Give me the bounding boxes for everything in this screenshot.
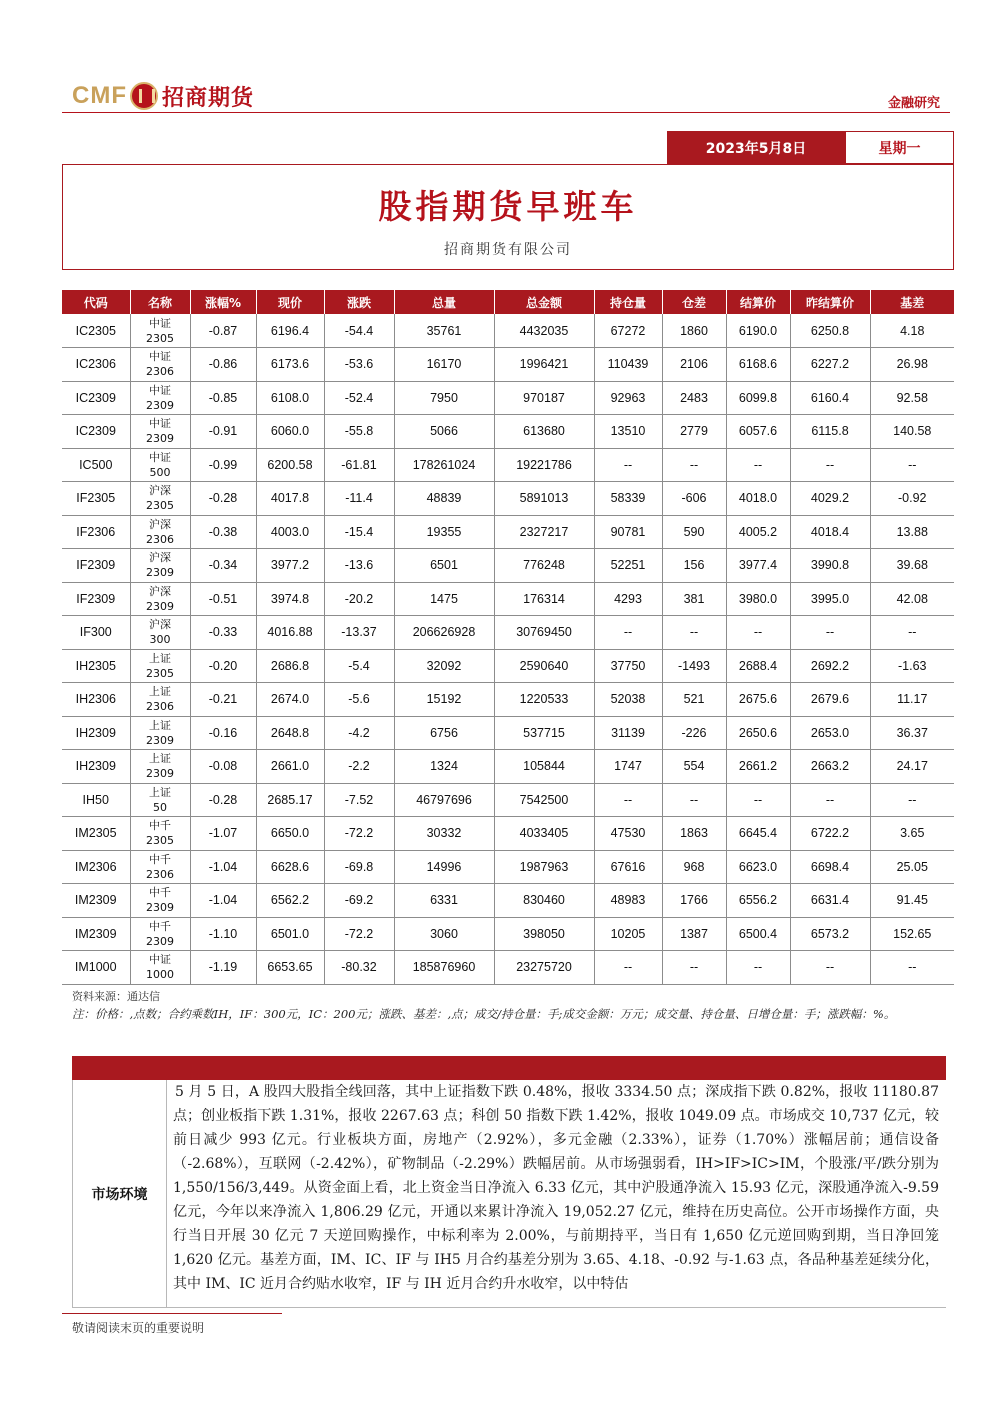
table-cell: 3990.8 — [790, 549, 870, 583]
table-cell: 13510 — [594, 415, 662, 449]
table-cell: 32092 — [394, 649, 494, 683]
table-cell: -5.4 — [324, 649, 394, 683]
table-cell: 42.08 — [870, 582, 954, 616]
report-date: 2023年5月8日 — [667, 131, 845, 164]
table-cell: 4033405 — [494, 817, 594, 851]
contract-code: IH50 — [62, 783, 130, 817]
table-cell: 91.45 — [870, 884, 954, 918]
table-cell: -0.91 — [190, 415, 256, 449]
contract-name: 中证 500 — [130, 448, 190, 482]
report-weekday: 星期一 — [845, 131, 954, 164]
contract-name: 中千 2309 — [130, 884, 190, 918]
table-cell: 105844 — [494, 750, 594, 784]
table-cell: 4018.0 — [726, 482, 790, 516]
table-row — [62, 951, 954, 985]
table-cell: 1860 — [662, 314, 726, 348]
contract-name: 沪深 2309 — [130, 582, 190, 616]
table-cell: 6645.4 — [726, 817, 790, 851]
table-cell: 6160.4 — [790, 381, 870, 415]
table-cell: 2674.0 — [256, 683, 324, 717]
table-cell: 1996421 — [494, 348, 594, 382]
table-cell: 2653.0 — [790, 716, 870, 750]
table-header-row — [62, 290, 954, 314]
table-cell: 381 — [662, 582, 726, 616]
table-cell: 4293 — [594, 582, 662, 616]
table-cell: 2650.6 — [726, 716, 790, 750]
market-commentary: 5 月 5 日，A 股四大股指全线回落，其中上证指数下跌 0.48%，报收 3334.50 点；深成指下跌 0.82%，报收 11180.87 点；创业板指下跌 1.31%，报收 2267.63 点；科创 50 指数下跌 1.42%，报收 1049.09 点。市场成交 10,737 亿元，较前日减少 993 亿元。行业板块方面，房地产（2.92%），多元金融（2.33%），证券（1.70%）涨幅居前；通信设备（-2.68%），互联网（-2.42%），矿物制品（-2.29%）跌幅居前。从市场强弱看，IH>IF>IC>IM，个股涨/平/跌分别为 1,550/156/3,449。从资金面上看，北上资金当日净流入 6.33 亿元，其中沪股通净流入 15.93 亿元，深股通净流入-9.59 亿元，今年以来净流入 1,806.29 亿元，开通以来累计净流入 19,052.27 亿元，维持在历史高位。公开市场操作方面，央行当日开展 30 亿元 7 天逆回购操作，中标利率为 2.00%，与前期持平，当日有 1,650 亿元逆回购到期，当日净回笼 1,620 亿元。基差方面，IM、IC、IF 与 IH5 月合约基差分别为 3.65、4.18、-0.92 与-1.63 点，各品种基差延续分化，其中 IM、IC 近月合约贴水收窄，IF 与 IH 近月合约升水收窄，以中特估 — [173, 1084, 939, 1292]
table-cell: -- — [870, 448, 954, 482]
table-cell: -20.2 — [324, 582, 394, 616]
table-row — [62, 582, 954, 616]
contract-code: IF2306 — [62, 515, 130, 549]
contract-code: IF300 — [62, 616, 130, 650]
table-row — [62, 348, 954, 382]
table-cell: -0.08 — [190, 750, 256, 784]
table-cell: -13.37 — [324, 616, 394, 650]
table-cell: 35761 — [394, 314, 494, 348]
column-header: 基差 — [870, 290, 954, 314]
contract-name: 沪深 2306 — [130, 515, 190, 549]
table-cell: -15.4 — [324, 515, 394, 549]
table-cell: -- — [594, 783, 662, 817]
table-cell: -- — [790, 783, 870, 817]
column-header: 涨幅% — [190, 290, 256, 314]
table-cell: -- — [726, 951, 790, 985]
contract-name: 上证 2309 — [130, 750, 190, 784]
table-cell: -69.2 — [324, 884, 394, 918]
table-cell: 2688.4 — [726, 649, 790, 683]
table-cell: -- — [870, 951, 954, 985]
table-cell: -1.04 — [190, 884, 256, 918]
table-cell: 48983 — [594, 884, 662, 918]
table-cell: 4005.2 — [726, 515, 790, 549]
table-cell: 4029.2 — [790, 482, 870, 516]
table-cell: -0.28 — [190, 482, 256, 516]
table-cell: 10205 — [594, 917, 662, 951]
contract-name: 中证 1000 — [130, 951, 190, 985]
table-cell: 590 — [662, 515, 726, 549]
table-row — [62, 482, 954, 516]
table-cell: 4016.88 — [256, 616, 324, 650]
table-cell: -52.4 — [324, 381, 394, 415]
contract-name: 中证 2309 — [130, 381, 190, 415]
table-cell: 6631.4 — [790, 884, 870, 918]
contract-name: 中千 2306 — [130, 850, 190, 884]
table-cell: 46797696 — [394, 783, 494, 817]
table-cell: -4.2 — [324, 716, 394, 750]
table-cell: -2.2 — [324, 750, 394, 784]
table-cell: 6227.2 — [790, 348, 870, 382]
table-cell: 6501.0 — [256, 917, 324, 951]
table-cell: 3980.0 — [726, 582, 790, 616]
table-cell: 6556.2 — [726, 884, 790, 918]
table-cell: 92.58 — [870, 381, 954, 415]
table-cell: 176314 — [494, 582, 594, 616]
table-cell: 2692.2 — [790, 649, 870, 683]
table-cell: -- — [594, 448, 662, 482]
column-header: 名称 — [130, 290, 190, 314]
contract-name: 中证 2305 — [130, 314, 190, 348]
table-cell: -80.32 — [324, 951, 394, 985]
table-row — [62, 683, 954, 717]
contract-code: IM2305 — [62, 817, 130, 851]
table-cell: -53.6 — [324, 348, 394, 382]
table-cell: 2685.17 — [256, 783, 324, 817]
report-title: 股指期货早班车 — [378, 187, 638, 226]
table-cell: 7542500 — [494, 783, 594, 817]
table-cell: 2327217 — [494, 515, 594, 549]
table-cell: -- — [662, 783, 726, 817]
table-cell: 968 — [662, 850, 726, 884]
table-row — [62, 884, 954, 918]
table-cell: 6200.58 — [256, 448, 324, 482]
section-bar — [72, 1056, 946, 1080]
table-cell: 24.17 — [870, 750, 954, 784]
table-cell: 830460 — [494, 884, 594, 918]
table-row — [62, 415, 954, 449]
table-cell: 970187 — [494, 381, 594, 415]
table-cell: -- — [790, 616, 870, 650]
table-cell: 4018.4 — [790, 515, 870, 549]
table-row — [62, 381, 954, 415]
table-cell: 6562.2 — [256, 884, 324, 918]
table-cell: 1747 — [594, 750, 662, 784]
table-cell: 6060.0 — [256, 415, 324, 449]
table-cell: 178261024 — [394, 448, 494, 482]
contract-code: IM2309 — [62, 884, 130, 918]
table-cell: 1387 — [662, 917, 726, 951]
table-cell: -1.04 — [190, 850, 256, 884]
contract-name: 中千 2309 — [130, 917, 190, 951]
table-cell: 31139 — [594, 716, 662, 750]
table-cell: -0.85 — [190, 381, 256, 415]
contract-name: 上证 2306 — [130, 683, 190, 717]
table-cell: 6628.6 — [256, 850, 324, 884]
table-cell: 5891013 — [494, 482, 594, 516]
table-cell: -13.6 — [324, 549, 394, 583]
table-cell: 776248 — [494, 549, 594, 583]
table-cell: -606 — [662, 482, 726, 516]
table-cell: 48839 — [394, 482, 494, 516]
table-cell: 90781 — [594, 515, 662, 549]
table-cell: 110439 — [594, 348, 662, 382]
table-cell: -226 — [662, 716, 726, 750]
table-cell: 13.88 — [870, 515, 954, 549]
table-cell: -0.20 — [190, 649, 256, 683]
table-cell: 1324 — [394, 750, 494, 784]
table-cell: -1493 — [662, 649, 726, 683]
table-cell: -72.2 — [324, 917, 394, 951]
table-cell: -- — [662, 951, 726, 985]
table-cell: -55.8 — [324, 415, 394, 449]
contract-code: IC2305 — [62, 314, 130, 348]
table-cell: 2779 — [662, 415, 726, 449]
table-cell: -- — [726, 448, 790, 482]
table-cell: 2679.6 — [790, 683, 870, 717]
column-header: 代码 — [62, 290, 130, 314]
table-cell: -0.16 — [190, 716, 256, 750]
table-cell: -- — [594, 616, 662, 650]
table-cell: -1.63 — [870, 649, 954, 683]
table-body — [62, 314, 954, 984]
table-cell: 1766 — [662, 884, 726, 918]
table-cell: 4017.8 — [256, 482, 324, 516]
table-cell: -0.28 — [190, 783, 256, 817]
table-cell: -5.6 — [324, 683, 394, 717]
table-row — [62, 314, 954, 348]
table-cell: 37750 — [594, 649, 662, 683]
contract-code: IC500 — [62, 448, 130, 482]
table-cell: 156 — [662, 549, 726, 583]
market-label: 市场环境 — [73, 1080, 167, 1308]
table-cell: 67616 — [594, 850, 662, 884]
table-cell: -61.81 — [324, 448, 394, 482]
table-cell: 6500.4 — [726, 917, 790, 951]
table-cell: -0.21 — [190, 683, 256, 717]
table-cell: 2686.8 — [256, 649, 324, 683]
table-row — [62, 917, 954, 951]
table-row — [62, 783, 954, 817]
table-cell: 613680 — [494, 415, 594, 449]
table-cell: -- — [790, 448, 870, 482]
table-cell: 23275720 — [494, 951, 594, 985]
title-panel — [62, 164, 954, 270]
table-cell: 16170 — [394, 348, 494, 382]
table-cell: 6168.6 — [726, 348, 790, 382]
table-cell: 521 — [662, 683, 726, 717]
table-cell: 2661.2 — [726, 750, 790, 784]
table-cell: -- — [662, 448, 726, 482]
table-cell: 30769450 — [494, 616, 594, 650]
table-cell: 185876960 — [394, 951, 494, 985]
table-row — [62, 750, 954, 784]
company-logo — [72, 78, 254, 114]
contract-name: 中千 2305 — [130, 817, 190, 851]
table-cell: 5066 — [394, 415, 494, 449]
table-cell: -0.92 — [870, 482, 954, 516]
table-cell: 25.05 — [870, 850, 954, 884]
table-cell: 2675.6 — [726, 683, 790, 717]
contract-code: IF2309 — [62, 582, 130, 616]
contract-name: 上证 50 — [130, 783, 190, 817]
table-cell: 1987963 — [494, 850, 594, 884]
contract-code: IC2306 — [62, 348, 130, 382]
contract-code: IF2309 — [62, 549, 130, 583]
table-cell: 3060 — [394, 917, 494, 951]
table-cell: -- — [790, 951, 870, 985]
table-cell: 206626928 — [394, 616, 494, 650]
table-cell: -- — [870, 783, 954, 817]
futures-quote-table — [62, 290, 954, 985]
table-cell: -- — [870, 616, 954, 650]
table-cell: 2661.0 — [256, 750, 324, 784]
table-cell: -0.51 — [190, 582, 256, 616]
table-cell: 19355 — [394, 515, 494, 549]
table-cell: -11.4 — [324, 482, 394, 516]
table-cell: 3977.4 — [726, 549, 790, 583]
table-cell: -72.2 — [324, 817, 394, 851]
table-cell: 6698.4 — [790, 850, 870, 884]
table-cell: 6115.8 — [790, 415, 870, 449]
table-cell: 47530 — [594, 817, 662, 851]
table-cell: 6650.0 — [256, 817, 324, 851]
table-cell: 2106 — [662, 348, 726, 382]
contract-code: IC2309 — [62, 415, 130, 449]
table-cell: 140.58 — [870, 415, 954, 449]
column-header: 涨跌 — [324, 290, 394, 314]
table-cell: 2590640 — [494, 649, 594, 683]
table-cell: 19221786 — [494, 448, 594, 482]
table-cell: -0.87 — [190, 314, 256, 348]
table-cell: -0.33 — [190, 616, 256, 650]
contract-code: IM1000 — [62, 951, 130, 985]
contract-name: 上证 2309 — [130, 716, 190, 750]
table-cell: -54.4 — [324, 314, 394, 348]
table-cell: 11.17 — [870, 683, 954, 717]
table-cell: 26.98 — [870, 348, 954, 382]
column-header: 总量 — [394, 290, 494, 314]
table-cell: 6250.8 — [790, 314, 870, 348]
contract-code: IH2309 — [62, 716, 130, 750]
table-cell: 6722.2 — [790, 817, 870, 851]
table-cell: 1220533 — [494, 683, 594, 717]
table-cell: 67272 — [594, 314, 662, 348]
contract-name: 沪深 2309 — [130, 549, 190, 583]
contract-name: 沪深 2305 — [130, 482, 190, 516]
table-cell: 6331 — [394, 884, 494, 918]
table-cell: 554 — [662, 750, 726, 784]
table-cell: -- — [662, 616, 726, 650]
section-tag: 金融研究 — [887, 96, 940, 111]
table-cell: -0.99 — [190, 448, 256, 482]
table-cell: 3995.0 — [790, 582, 870, 616]
table-cell: 3974.8 — [256, 582, 324, 616]
table-cell: 14996 — [394, 850, 494, 884]
contract-code: IC2309 — [62, 381, 130, 415]
table-cell: 6190.0 — [726, 314, 790, 348]
table-cell: 2648.8 — [256, 716, 324, 750]
data-source: 资料来源：通达信 — [72, 990, 160, 1003]
table-cell: -0.86 — [190, 348, 256, 382]
table-row — [62, 649, 954, 683]
column-header: 现价 — [256, 290, 324, 314]
table-cell: 1475 — [394, 582, 494, 616]
contract-name: 中证 2309 — [130, 415, 190, 449]
contract-name: 沪深 300 — [130, 616, 190, 650]
table-note: 注：价格：,点数；合约乘数IH，IF：300元，IC：200元；涨跌、基差：,点；成交/持仓量：手;成交金额：万元；成交量、持仓量、日增仓量：手；涨跌幅：%。 — [72, 1007, 896, 1021]
contract-name: 上证 2305 — [130, 649, 190, 683]
table-cell: 6756 — [394, 716, 494, 750]
column-header: 昨结算价 — [790, 290, 870, 314]
table-cell: 36.37 — [870, 716, 954, 750]
table-cell: 4432035 — [494, 314, 594, 348]
footer-divider — [62, 1313, 282, 1314]
table-row — [62, 448, 954, 482]
table-cell: 6653.65 — [256, 951, 324, 985]
table-cell: 2483 — [662, 381, 726, 415]
table-cell: 30332 — [394, 817, 494, 851]
table-cell: 6573.2 — [790, 917, 870, 951]
column-header: 持仓量 — [594, 290, 662, 314]
table-cell: 152.65 — [870, 917, 954, 951]
table-cell: 6173.6 — [256, 348, 324, 382]
table-cell: 3977.2 — [256, 549, 324, 583]
table-cell: 3.65 — [870, 817, 954, 851]
table-cell: 58339 — [594, 482, 662, 516]
contract-code: IF2305 — [62, 482, 130, 516]
table-cell: 398050 — [494, 917, 594, 951]
table-cell: 4.18 — [870, 314, 954, 348]
table-cell: 4003.0 — [256, 515, 324, 549]
table-cell: 6099.8 — [726, 381, 790, 415]
table-cell: -1.10 — [190, 917, 256, 951]
table-cell: 1863 — [662, 817, 726, 851]
table-row — [62, 616, 954, 650]
logo-text-cn: 招商期货 — [161, 85, 254, 111]
market-environment-panel — [72, 1080, 946, 1308]
table-cell: 6623.0 — [726, 850, 790, 884]
table-cell: -0.38 — [190, 515, 256, 549]
logo-emblem-icon — [130, 82, 158, 110]
table-cell: 6501 — [394, 549, 494, 583]
column-header: 结算价 — [726, 290, 790, 314]
footer-disclaimer: 敬请阅读末页的重要说明 — [72, 1321, 205, 1335]
column-header: 仓差 — [662, 290, 726, 314]
table-cell: -- — [726, 616, 790, 650]
table-row — [62, 549, 954, 583]
logo-text-en: CMF — [72, 82, 127, 109]
contract-code: IH2309 — [62, 750, 130, 784]
company-name: 招商期货有限公司 — [444, 242, 572, 258]
table-row — [62, 817, 954, 851]
header-divider — [62, 112, 950, 113]
table-cell: 52038 — [594, 683, 662, 717]
contract-code: IM2306 — [62, 850, 130, 884]
table-row — [62, 716, 954, 750]
table-cell: -- — [726, 783, 790, 817]
table-cell: -7.52 — [324, 783, 394, 817]
table-cell: 92963 — [594, 381, 662, 415]
table-cell: 15192 — [394, 683, 494, 717]
table-row — [62, 850, 954, 884]
table-cell: 6057.6 — [726, 415, 790, 449]
table-cell: 7950 — [394, 381, 494, 415]
table-cell: -0.34 — [190, 549, 256, 583]
contract-name: 中证 2306 — [130, 348, 190, 382]
table-cell: 52251 — [594, 549, 662, 583]
contract-code: IH2306 — [62, 683, 130, 717]
table-cell: 6108.0 — [256, 381, 324, 415]
table-cell: 537715 — [494, 716, 594, 750]
table-cell: 6196.4 — [256, 314, 324, 348]
table-cell: -1.07 — [190, 817, 256, 851]
table-row — [62, 515, 954, 549]
table-cell: -1.19 — [190, 951, 256, 985]
contract-code: IM2309 — [62, 917, 130, 951]
table-cell: -69.8 — [324, 850, 394, 884]
table-cell: 39.68 — [870, 549, 954, 583]
table-cell: 2663.2 — [790, 750, 870, 784]
contract-code: IH2305 — [62, 649, 130, 683]
table-cell: -- — [594, 951, 662, 985]
column-header: 总金额 — [494, 290, 594, 314]
